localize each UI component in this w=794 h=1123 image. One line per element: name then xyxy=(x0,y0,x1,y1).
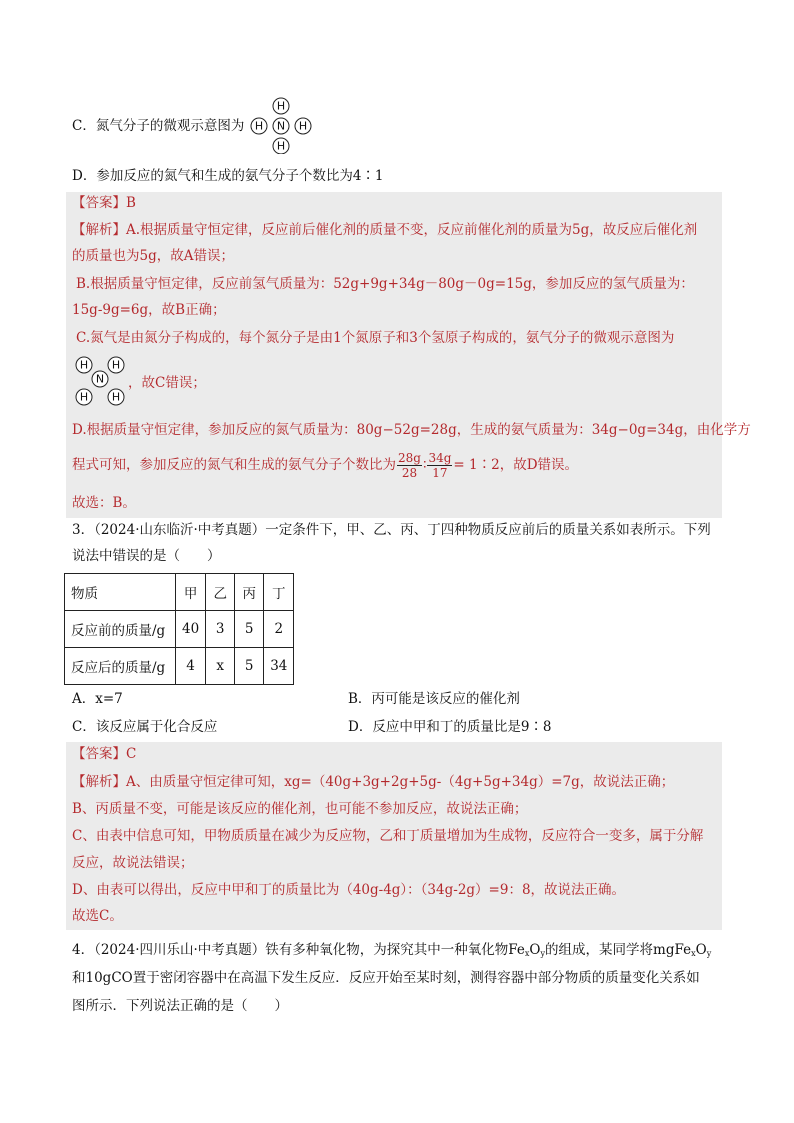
q4-stem-line1: 4．（2024·四川乐山·中考真题）铁有多种氧化物，为探究其中一种氧化物$Fe_xO_y$的组成，某同学将$mgFe_xO_y$ xyxy=(72,942,712,958)
table-cell: 乙 xyxy=(206,574,235,611)
q4-stem-line3: 图所示．下列说法正确的是（ ） xyxy=(72,998,288,1014)
atom-h-bl: H xyxy=(79,390,89,404)
q2-analysis-c2: ，故C错误； xyxy=(128,375,206,391)
table-cell: 5 xyxy=(235,611,264,648)
table-row xyxy=(65,648,294,685)
table-cell: 物质 xyxy=(65,574,176,611)
table-cell: 34 xyxy=(264,648,294,685)
q2-answer-line xyxy=(72,193,136,213)
table-cell: 5 xyxy=(235,648,264,685)
q3-option-c: C．该反应属于化合反应 xyxy=(72,719,218,735)
q3-analysis-d: D、由表可以得出，反应中甲和丁的质量比为（40g-4g）：（34g-2g）=9：8，故说法正确。 xyxy=(72,882,626,898)
table-cell: 甲 xyxy=(176,574,206,611)
q4-stem-line2: 和10gCO置于密闭容器中在高温下发生反应．反应开始至某时刻，测得容器中部分物质的质量变化关系如 xyxy=(72,970,700,986)
q3-analysis-c1: C、由表中信息可知，甲物质质量在减少为反应物，乙和丁质量增加为生成物，反应符合一变多，属于分解 xyxy=(72,828,704,844)
table-row xyxy=(65,611,294,648)
q3-answer-line xyxy=(72,744,136,764)
fraction-ammonia: $\frac{34g}{17}$ xyxy=(428,451,452,480)
q2-analysis-a2: 的质量也为5g，故A错误； xyxy=(72,248,234,264)
q2-analysis-c1: C.氮气是由氮分子构成的，每个氮分子是由1个氮原子和3个氢原子构成的，氨气分子的微观示意图为 xyxy=(76,330,675,346)
q3-option-b: B．丙可能是该反应的催化剂 xyxy=(348,691,520,707)
q2-analysis-b2: 15g-9g=6g，故B正确； xyxy=(72,302,226,318)
q2-conclusion: 故选：B。 xyxy=(72,495,136,511)
q3-mass-table xyxy=(64,573,294,685)
atom-h-bottom: H xyxy=(276,139,286,153)
table-cell: 反应后的质量/g xyxy=(65,648,176,685)
table-cell: 反应前的质量/g xyxy=(65,611,176,648)
ammonia-molecule-diagram xyxy=(250,96,312,154)
q2-answer: B xyxy=(126,195,136,211)
q3-analysis-c2: 反应，故说法错误； xyxy=(72,855,194,871)
atom-h-tr: H xyxy=(111,358,121,372)
table-cell: 40 xyxy=(176,611,206,648)
q2-analysis-a1: 【解析】A.根据质量守恒定律，反应前后催化剂的质量不变，反应前催化剂的质量为5g，故反应后催化剂 xyxy=(72,222,698,238)
q3-answer: C xyxy=(126,746,137,762)
q2-analysis-d2: 程式可知，参加反应的氮气和生成的氨气分子个数比为 $\frac{28g}{28}$ ∶ $\frac{34g}{17}$ = 1∶2，故D错误。 xyxy=(72,451,579,480)
table-cell: 2 xyxy=(264,611,294,648)
q2-analysis-d1: D.根据质量守恒定律，参加反应的氮气质量为：80g−52g=28g，生成的氨气质量为：34g−0g=34g，由化学方 xyxy=(72,422,751,438)
fraction-nitrogen: $\frac{28g}{28}$ xyxy=(398,451,421,480)
q3-option-a: A．x=7 xyxy=(72,691,123,707)
q3-stem-line2: 说法中错误的是（ ） xyxy=(72,548,221,564)
atom-n-center: N xyxy=(276,119,286,133)
q3-option-d: D．反应中甲和丁的质量比是9∶8 xyxy=(348,719,552,735)
q2-answer-tag: 【答案】 xyxy=(72,195,126,211)
q2-option-d: D．参加反应的氮气和生成的氨气分子个数比为4∶1 xyxy=(72,168,384,184)
atom-n-mid: N xyxy=(95,372,105,386)
table-cell: 丙 xyxy=(235,574,264,611)
q3-conclusion: 故选C。 xyxy=(72,908,123,924)
atom-h-right: H xyxy=(298,119,308,133)
q3-analysis-a: 【解析】A、由质量守恒定律可知，xg=（40g+3g+2g+5g-（4g+5g+34g）=7g，故说法正确； xyxy=(72,774,675,790)
table-cell: x xyxy=(206,648,235,685)
q3-analysis-b: B、丙质量不变，可能是该反应的催化剂，也可能不参加反应，故说法正确； xyxy=(72,801,528,817)
table-cell: 3 xyxy=(206,611,235,648)
atom-h-tl: H xyxy=(79,358,89,372)
table-cell: 4 xyxy=(176,648,206,685)
q3-stem-line1: 3．（2024·山东临沂·中考真题）一定条件下，甲、乙、丙、丁四种物质反应前后的质量关系如表所示。下列 xyxy=(72,522,711,538)
atom-h-br: H xyxy=(111,390,121,404)
q3-answer-tag: 【答案】 xyxy=(72,746,126,762)
table-header-row xyxy=(65,574,294,611)
atom-h-left: H xyxy=(254,119,264,133)
table-cell: 丁 xyxy=(264,574,294,611)
ammonia-molecule-diagram-2 xyxy=(72,355,128,409)
q2-analysis-b1: B.根据质量守恒定律，反应前氢气质量为：52g+9g+34g－80g－0g=15g，参加反应的氢气质量为： xyxy=(76,276,694,292)
q2-option-c: C．氮气分子的微观示意图为 xyxy=(72,118,245,134)
atom-h-top: H xyxy=(276,99,286,113)
